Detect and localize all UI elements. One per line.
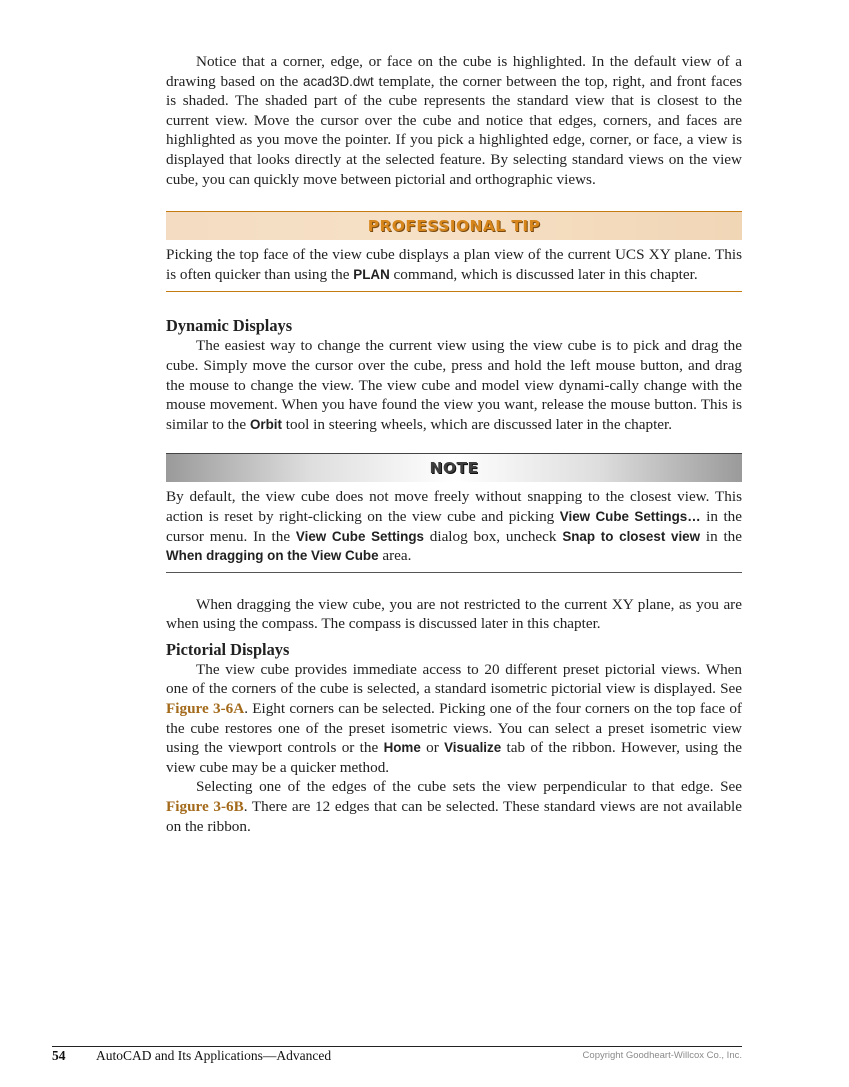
section-heading-pictorial-displays: Pictorial Displays	[166, 639, 290, 659]
tip-text-1: Picking the top face of the view cube displays a plan view of the current UCS XY plane. This is often quicker than using the	[166, 246, 742, 283]
figure-3-6b-link[interactable]: Figure 3-6B	[166, 798, 244, 816]
note-box	[166, 453, 742, 572]
tip-text-2: command, which is discussed later in this chapter.	[389, 265, 698, 283]
figure-3-6a-link[interactable]: Figure 3-6A	[166, 700, 245, 718]
professional-tip-heading: PROFESSIONAL TIP	[367, 217, 541, 236]
pictorial-text-2: . Eight corners can be selected. Picking one of the four corners on the top face of the cube restores one of the preset isometric views. You can select a preset isometric view using the viewport controls or the	[166, 700, 742, 757]
note-heading: NOTE	[429, 459, 479, 478]
pictorial-paragraph-1	[166, 660, 742, 778]
professional-tip-box	[166, 211, 742, 292]
pictorial-text-5: Selecting one of the edges of the cube sets the view perpendicular to that edge. See	[196, 778, 742, 796]
pictorial-paragraph-2	[166, 777, 742, 836]
pictorial-text-6: . There are 12 edges that can be selected. These standard views are not available on the ribbon.	[166, 798, 742, 835]
dynamic-displays-paragraph	[166, 336, 742, 434]
note-text-1: By default, the view cube does not move freely without snapping to the closest view. This action is reset by right-clicking on the view cube and picking	[166, 488, 742, 525]
professional-tip-text	[166, 245, 742, 284]
plan-command: PLAN	[353, 266, 390, 282]
note-banner	[166, 453, 742, 482]
pictorial-text-1: The view cube provides immediate access to 20 different preset pictorial views. When one of the corners of the cube is selected, a standard isometric pictorial view is displayed. See	[166, 660, 742, 698]
dynamic-text-1: The easiest way to change the current view using the view cube is to pick and drag the cube. Simply move the cursor over the cube, press and hold the left mouse button, and drag the mouse to change the view. The view cube and model view dynami-cally change with the mouse movement. When you have found the view you want, release the mouse button. This is similar to the	[166, 337, 742, 433]
note-text	[166, 487, 742, 565]
dragging-paragraph: When dragging the view cube, you are not restricted to the current XY plane, as you are when using the compass. The compass is discussed later in this chapter.	[166, 595, 742, 633]
note-text-3: dialog box, uncheck	[423, 527, 563, 545]
when-dragging-area: When dragging on the View Cube	[166, 548, 379, 564]
page-footer	[52, 1046, 742, 1067]
visualize-tab: Visualize	[444, 740, 502, 756]
section-heading-dynamic-displays: Dynamic Displays	[166, 316, 293, 336]
copyright-notice: Copyright Goodheart-Willcox Co., Inc.	[582, 1050, 742, 1061]
orbit-tool: Orbit	[249, 416, 282, 432]
book-title: AutoCAD and Its Applications—Advanced	[96, 1048, 332, 1063]
pictorial-text-3: or	[420, 739, 445, 757]
note-text-4: in the	[700, 527, 743, 545]
view-cube-settings-dialog: View Cube Settings	[295, 528, 424, 544]
pictorial-text-4: tab of the ribbon. However, using the view cube may be a quicker method.	[166, 739, 742, 776]
page-number: 54	[52, 1048, 66, 1063]
home-tab: Home	[383, 740, 421, 756]
page-body	[166, 52, 742, 836]
template-filename: acad3D.dwt	[303, 73, 374, 89]
note-text-5: area.	[378, 547, 412, 565]
view-cube-settings-menu-item: View Cube Settings…	[559, 508, 701, 524]
intro-text-1: Notice that a corner, edge, or face on the cube is highlighted. In the default view of a drawing based on the	[166, 53, 742, 90]
intro-paragraph	[166, 52, 742, 189]
snap-to-closest-view-option: Snap to closest view	[562, 528, 701, 544]
professional-tip-banner	[166, 211, 742, 240]
note-text-2: in the cursor menu. In the	[166, 507, 742, 545]
intro-text-2: template, the corner between the top, right, and front faces is shaded. The shaded part of the cube represents the standard view that is closest to the current view. Move the cursor over the cube and notice that edges, corners, and faces are highlighted as you move the pointer. If you pick a highlighted edge, corner, or face, a view is displayed that looks directly at the selected feature. By selecting standard views on the view cube, you can quickly move between pictorial and orthographic views.	[166, 72, 742, 188]
dynamic-text-2: tool in steering wheels, which are discussed later in the chapter.	[281, 415, 673, 433]
